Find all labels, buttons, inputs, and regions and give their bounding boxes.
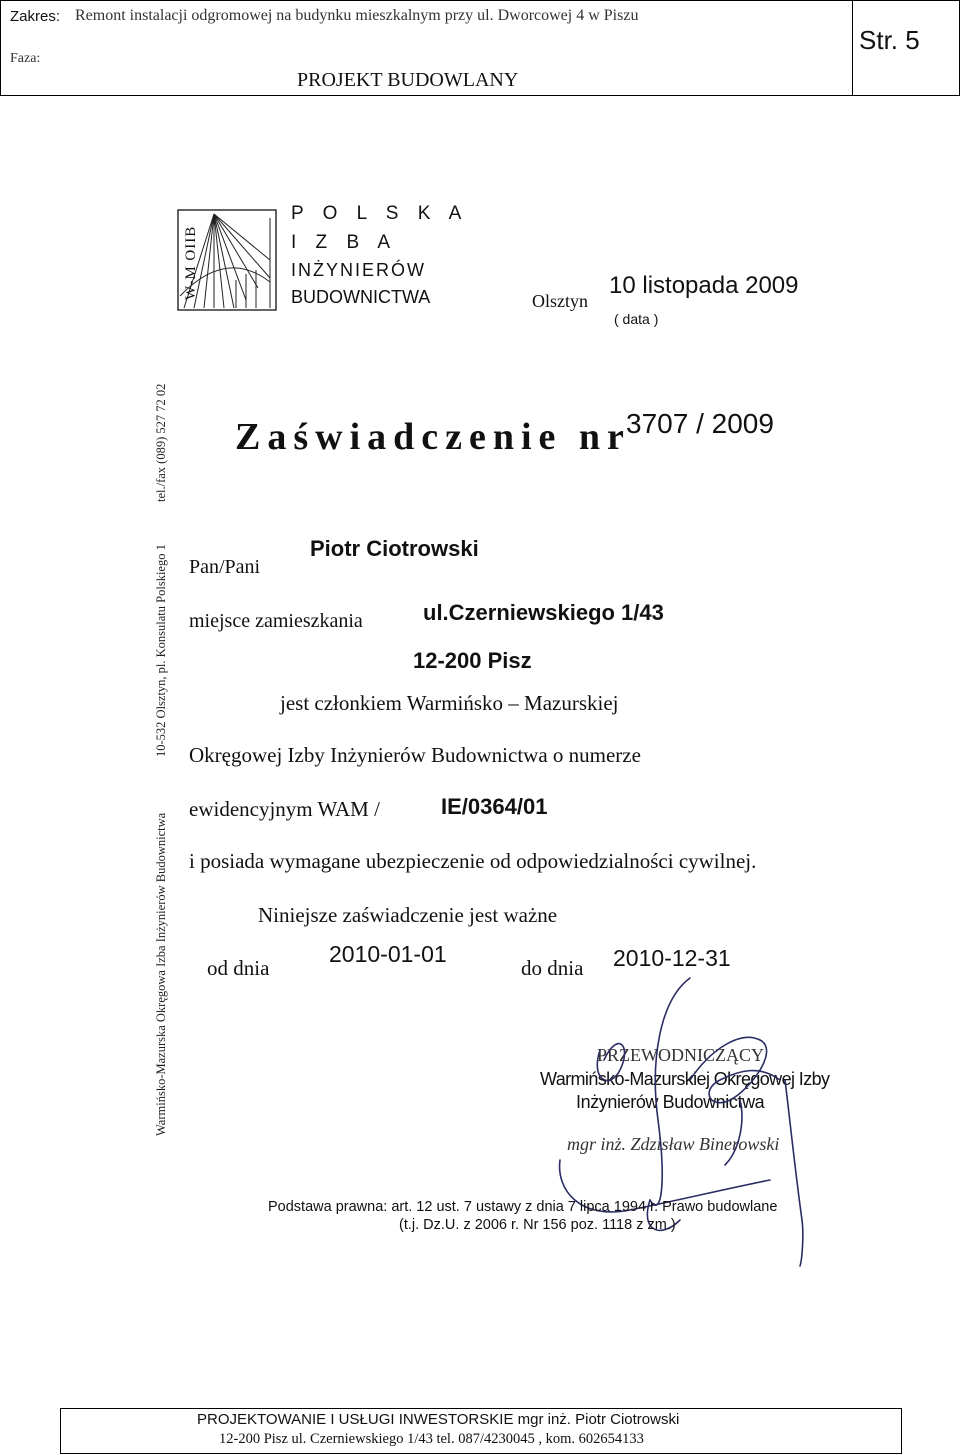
body-line-3: i posiada wymagane ubezpieczenie od odpowiedzialności cywilnej. xyxy=(189,849,757,873)
chairman-organization-1: Warmińsko-Mazurskiej Okręgowej Izby xyxy=(540,1069,830,1089)
certificate-number: 3707 / 2009 xyxy=(626,408,774,439)
page-footer xyxy=(60,1408,902,1454)
certificate-date: 10 listopada 2009 xyxy=(609,272,799,299)
address-street: ul.Czerniewskiego 1/43 xyxy=(423,600,664,625)
zakres-label: Zakres: xyxy=(10,8,61,25)
validity-text: Niniejsze zaświadczenie jest ważne xyxy=(258,903,558,927)
page-header xyxy=(0,0,960,96)
page-number: Str. 5 xyxy=(859,25,920,55)
certificate-title: Zaświadczenie nr xyxy=(235,416,631,458)
valid-to-label: do dnia xyxy=(521,956,584,980)
margin-chamber-name: Warmińsko-Mazurska Okręgowa Izba Inżynierów Budownictwa xyxy=(154,812,168,1136)
valid-from-label: od dnia xyxy=(207,956,270,980)
logo-line-polska: P O L S K A xyxy=(291,203,469,224)
member-name: Piotr Ciotrowski xyxy=(310,536,479,561)
header-divider xyxy=(852,1,853,95)
body-line-2: Okręgowej Izby Inżynierów Budownictwa o numerze xyxy=(189,743,641,767)
logo-monogram: W-M OIIB xyxy=(183,225,199,300)
footer-company: PROJEKTOWANIE I USŁUGI INWESTORSKIE mgr inż. Piotr Ciotrowski xyxy=(197,1411,680,1428)
project-title: PROJEKT BUDOWLANY xyxy=(297,69,519,91)
margin-chamber-phone: tel./fax (089) 527 72 02 xyxy=(154,383,168,502)
faza-label: Faza: xyxy=(10,51,41,66)
chairman-title: PRZEWODNICZĄCY xyxy=(597,1045,764,1065)
address-city: 12-200 Pisz xyxy=(413,648,532,673)
valid-from-date: 2010-01-01 xyxy=(329,941,447,967)
legal-basis-line-1: Podstawa prawna: art. 12 ust. 7 ustawy z dnia 7 lipca 1994 r. Prawo budowlane xyxy=(268,1199,778,1215)
zakres-value: Remont instalacji odgromowej na budynku mieszkalnym przy ul. Dworcowej 4 w Piszu xyxy=(75,7,639,24)
certificate-city: Olsztyn xyxy=(532,291,588,311)
logo-line-izba: I Z B A xyxy=(291,232,398,253)
chairman-organization-2: Inżynierów Budownictwa xyxy=(576,1092,765,1112)
logo-line-budownictwa: BUDOWNICTWA xyxy=(291,287,431,307)
chairman-name: mgr inż. Zdzisław Binerowski xyxy=(567,1134,780,1154)
date-caption: ( data ) xyxy=(614,311,659,327)
margin-chamber-address: 10-532 Olsztyn, pl. Konsulatu Polskiego 1 xyxy=(154,544,168,757)
legal-basis-line-2: (t.j. Dz.U. z 2006 r. Nr 156 poz. 1118 z zm.) xyxy=(399,1217,676,1233)
name-label: Pan/Pani xyxy=(189,556,261,578)
evidence-number: IE/0364/01 xyxy=(441,794,548,819)
footer-contact: 12-200 Pisz ul. Czerniewskiego 1/43 tel. 087/4230045 , kom. 602654133 xyxy=(219,1431,644,1447)
valid-to-date: 2010-12-31 xyxy=(613,945,731,971)
evidence-label: ewidencyjnym WAM / xyxy=(189,797,380,821)
body-line-1: jest członkiem Warmińsko – Mazurskiej xyxy=(280,691,619,715)
address-label: miejsce zamieszkania xyxy=(189,610,363,632)
logo-line-inzynierow: INŻYNIERÓW xyxy=(291,260,426,280)
